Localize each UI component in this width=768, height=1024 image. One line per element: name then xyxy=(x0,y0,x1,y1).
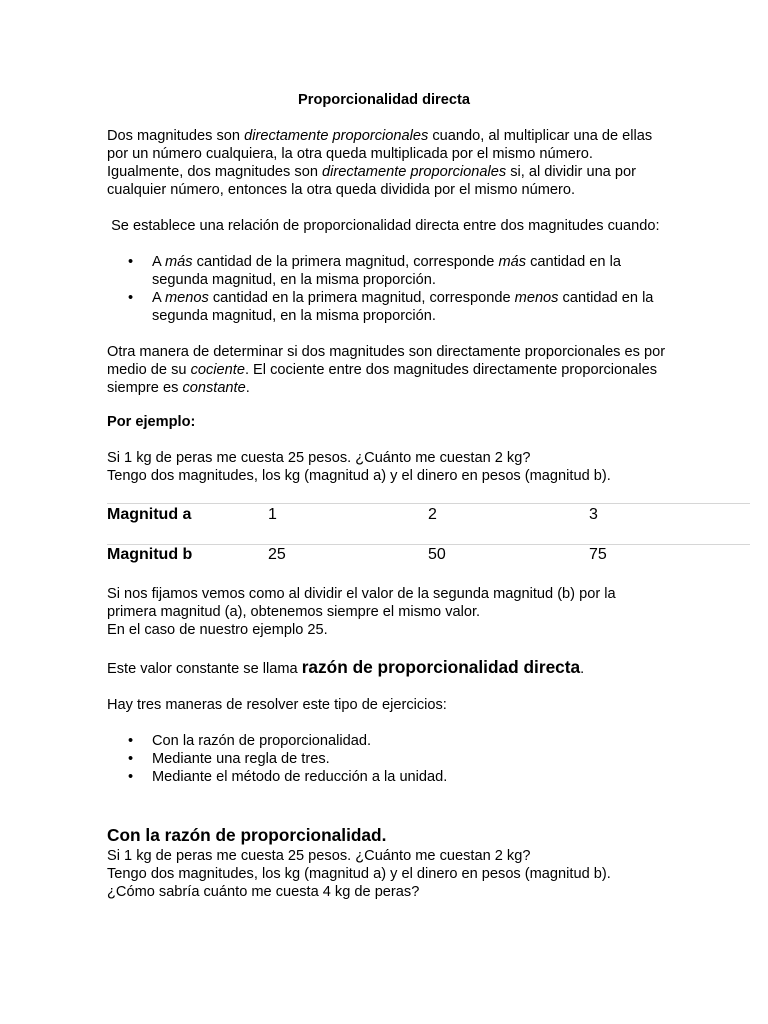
intro-text-2: cuando, al multiplicar una de ellas por un número cualquiera, la otra queda multiplicada por el mismo número. Igualmente, dos magnitudes son xyxy=(107,128,653,180)
other-text-a: Otra manera de determinar si dos magnitudes son directamente proporcionales es por medio de su xyxy=(107,344,666,378)
example-line-2: Tengo dos magnitudes, los kg (magnitud a) y el dinero en pesos (magnitud b). xyxy=(107,468,611,484)
other-paragraph xyxy=(107,343,667,397)
other-emphasis-1: cociente xyxy=(190,362,245,378)
bullet1-text-a: A xyxy=(152,254,161,270)
intro-text-1: Dos magnitudes son xyxy=(107,128,241,144)
bullet1-text-b: cantidad de la primera magnitud, corresponde xyxy=(196,254,495,270)
table-top-rule xyxy=(107,503,750,504)
bullet2-emphasis-2: menos xyxy=(514,290,559,306)
relation-bullet-2 xyxy=(107,289,667,325)
table-cell: 1 xyxy=(268,506,277,523)
explain-line-2: primera magnitud (a), obtenemos siempre el mismo valor. xyxy=(107,604,481,620)
section2-line-2: Tengo dos magnitudes, los kg (magnitud a) y el dinero en pesos (magnitud b). xyxy=(107,866,611,882)
relation-bullet-list xyxy=(107,253,667,325)
bullet1-text-c: cantidad en la segunda magnitud, en la misma proporción. xyxy=(152,254,621,288)
methods-item: • Mediante el método de reducción a la unidad. xyxy=(107,768,667,786)
table-cell: 25 xyxy=(268,546,286,563)
table-cell: 75 xyxy=(589,546,607,563)
methods-list xyxy=(107,732,667,786)
intro-paragraph xyxy=(107,127,667,199)
table-row-label: Magnitud a xyxy=(107,506,192,523)
constant-paragraph xyxy=(107,656,584,680)
other-emphasis-2: constante xyxy=(182,380,246,396)
intro-text-3: si, al dividir una por cualquier número, entonces la otra queda dividida por el mismo número. xyxy=(107,164,636,198)
section2-line-1: Si 1 kg de peras me cuesta 25 pesos. ¿Cuánto me cuestan 2 kg? xyxy=(107,848,531,864)
table-cell: 3 xyxy=(589,506,598,523)
table-row-label: Magnitud b xyxy=(107,546,193,563)
methods-intro: Hay tres maneras de resolver este tipo de ejercicios: xyxy=(107,697,447,713)
bullet1-emphasis-1: más xyxy=(165,254,193,270)
section2-line-3: ¿Cómo sabría cuánto me cuesta 4 kg de peras? xyxy=(107,884,420,900)
other-text-b: . El cociente entre dos magnitudes directamente proporcionales siempre es xyxy=(107,362,658,396)
methods-item: • Mediante una regla de tres. xyxy=(107,750,667,768)
bullet1-emphasis-2: más xyxy=(498,254,527,270)
page-title: Proporcionalidad directa xyxy=(298,92,470,108)
bullet2-text-b: cantidad en la primera magnitud, corresponde xyxy=(212,290,511,306)
section-heading: Con la razón de proporcionalidad. xyxy=(107,825,387,845)
constant-term: razón de proporcionalidad directa xyxy=(301,657,581,677)
explain-line-1: Si nos fijamos vemos como al dividir el valor de la segunda magnitud (b) por la xyxy=(107,586,616,602)
methods-item: • Con la razón de proporcionalidad. xyxy=(107,732,667,750)
relation-bullet-1 xyxy=(107,253,667,289)
example-line-1: Si 1 kg de peras me cuesta 25 pesos. ¿Cuánto me cuestan 2 kg? xyxy=(107,450,531,466)
example-heading: Por ejemplo: xyxy=(107,414,196,430)
other-text-c: . xyxy=(245,380,250,396)
table-cell: 50 xyxy=(428,546,446,563)
intro-emphasis-1: directamente proporcionales xyxy=(244,128,429,144)
intro-emphasis-2: directamente proporcionales xyxy=(322,164,507,180)
bullet2-emphasis-1: menos xyxy=(165,290,209,306)
constant-text: Este valor constante se llama xyxy=(107,661,298,677)
relation-intro-text: Se establece una relación de proporcionalidad directa entre dos magnitudes cuando: xyxy=(111,218,660,234)
table-cell: 2 xyxy=(428,506,437,523)
bullet2-text-a: A xyxy=(152,290,161,306)
explain-line-3: En el caso de nuestro ejemplo 25. xyxy=(107,622,328,638)
bullet2-text-c: cantidad en la segunda magnitud, en la misma proporción. xyxy=(152,290,654,324)
relation-intro xyxy=(107,217,667,235)
constant-period: . xyxy=(580,661,585,677)
